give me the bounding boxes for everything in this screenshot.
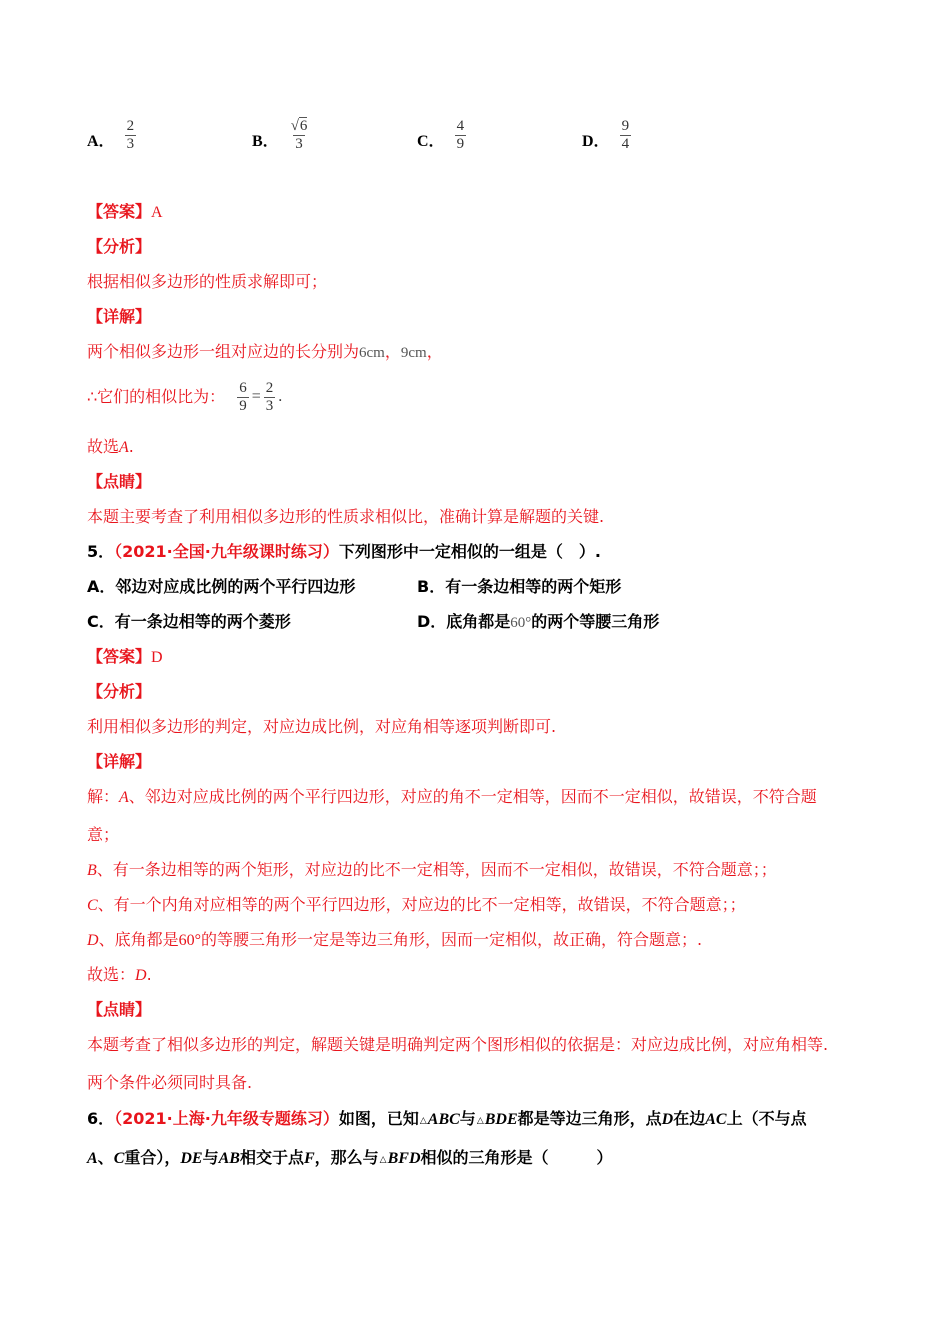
text: 的两个等腰三角形 <box>531 612 660 631</box>
question-text: 下列图形中一定相似的一组是（ ）. <box>338 542 601 561</box>
triangle-symbol: △ <box>476 1116 484 1126</box>
math-var: AB <box>218 1150 240 1167</box>
option-label: A． <box>87 133 115 150</box>
math-var: DE <box>180 1150 203 1167</box>
q4-analysis: 根据相似多边形的性质求解即可； <box>87 272 328 291</box>
option-label: C． <box>417 133 445 150</box>
fraction <box>125 118 137 153</box>
math-var: AC <box>705 1111 727 1128</box>
triangle-symbol: △ <box>379 1155 387 1165</box>
text: . <box>146 965 152 984</box>
q5-detail-a <box>87 787 817 808</box>
q5-analysis-tag: 【分析】 <box>87 682 152 701</box>
numerator: 9 <box>621 118 630 134</box>
text: 都是等边三角形，点 <box>517 1109 662 1128</box>
q6-stem-line2 <box>87 1148 613 1170</box>
q6-stem-line1 <box>87 1109 807 1131</box>
q5-comment-tag: 【点睛】 <box>87 1000 152 1019</box>
answer-value: A <box>151 204 163 221</box>
denominator: 3 <box>295 136 303 152</box>
question-source: （2021·上海·九年级专题练习） <box>114 1109 339 1128</box>
q4-analysis-tag: 【分析】 <box>87 237 152 256</box>
text: 故选 <box>87 437 120 456</box>
option-letter: C <box>87 897 98 914</box>
q5-stem <box>87 542 601 562</box>
fraction <box>620 118 632 153</box>
q5-comment-2: 两个条件必须同时具备. <box>87 1073 253 1092</box>
denominator: 3 <box>126 136 135 152</box>
text: 如图，已知 <box>338 1109 419 1128</box>
q5-answer <box>87 647 163 668</box>
text: 的等腰三角形一定是等边三角形，因而一定相似，故正确，符合题意；. <box>200 930 703 949</box>
math-var: D <box>661 1111 674 1128</box>
radicand: 6 <box>299 118 308 134</box>
denominator: 4 <box>621 136 630 152</box>
q4-detail-line2 <box>87 376 282 418</box>
text: . <box>128 437 134 456</box>
text: D．底角都是 <box>417 612 511 631</box>
answer-value: D <box>151 649 163 666</box>
text: ，那么与 <box>314 1148 379 1167</box>
text: 解： <box>87 787 120 806</box>
text: 与 <box>459 1109 476 1128</box>
text: 故选： <box>87 965 136 984</box>
q4-comment: 本题主要考查了利用相似多边形的性质求相似比，准确计算是解题的关键. <box>87 507 605 526</box>
denominator: 3 <box>265 397 274 414</box>
choice-letter: A <box>119 439 129 456</box>
period: . <box>278 388 283 405</box>
option-label: D． <box>582 133 610 150</box>
q4-detail-line1 <box>87 342 443 363</box>
text: 重合）， <box>124 1148 181 1167</box>
text: 、有一条边相等的两个矩形，对应边的比不一定相等，因而不一定相似，故错误，不符合题意；； <box>96 860 777 879</box>
length-value: 6cm <box>359 345 385 361</box>
q4-detail-tag: 【详解】 <box>87 307 152 326</box>
numerator: 4 <box>456 118 465 134</box>
text: 、底角都是 <box>98 930 179 949</box>
q5-detail-tag: 【详解】 <box>87 752 152 771</box>
text: 相似的三角形是（ ） <box>420 1148 613 1167</box>
option-c <box>417 118 466 153</box>
option-letter: D <box>87 932 99 949</box>
question-source: （2021·全国·九年级课时练习） <box>114 542 339 561</box>
q5-option-a: A．邻边对应成比例的两个平行四边形 <box>87 577 356 596</box>
math-var: C <box>113 1150 125 1167</box>
q4-answer <box>87 202 163 223</box>
angle-value: 60° <box>510 615 532 631</box>
q5-comment-1: 本题考查了相似多边形的判定，解题关键是明确判定两个图形相似的依据是：对应边成比例，对应角相等. <box>87 1035 829 1054</box>
math-var: F <box>303 1150 315 1167</box>
math-var: A <box>87 1150 98 1167</box>
text: ， <box>426 342 443 361</box>
length-value: 9cm <box>400 345 427 361</box>
text: 、邻边对应成比例的两个平行四边形，对应的角不一定相等，因而不一定相似，故错误，不符合题 <box>128 787 817 806</box>
answer-tag: 【答案】 <box>87 202 152 221</box>
q5-choose <box>87 965 152 986</box>
triangle-symbol: △ <box>419 1116 427 1126</box>
text: ， <box>384 342 401 361</box>
ratio-fraction <box>264 380 276 415</box>
option-a <box>87 118 136 153</box>
numerator: 2 <box>126 118 135 134</box>
option-letter: A <box>119 789 129 806</box>
text: 上（不与点 <box>726 1109 807 1128</box>
text: ∴它们的相似比为： <box>87 387 226 406</box>
question-number: 6． <box>87 1109 115 1128</box>
q4-comment-tag: 【点睛】 <box>87 472 152 491</box>
q5-option-c: C．有一条边相等的两个菱形 <box>87 612 291 631</box>
numerator: 6 <box>239 379 247 396</box>
q5-detail-b <box>87 860 777 881</box>
ratio-fraction <box>237 380 249 415</box>
math-var: BFD <box>387 1150 421 1167</box>
denominator: 9 <box>456 136 465 152</box>
q5-analysis: 利用相似多边形的判定，对应边成比例，对应角相等逐项判断即可. <box>87 717 557 736</box>
text: 、有一个内角对应相等的两个平行四边形，对应边的比不一定相等，故错误，不符合题意；； <box>97 895 746 914</box>
option-letter: B <box>87 862 97 879</box>
text: 在边 <box>673 1109 706 1128</box>
text: 相交于点 <box>239 1148 304 1167</box>
math-var: BDE <box>484 1111 518 1128</box>
option-d <box>582 118 631 153</box>
option-label: B． <box>252 133 279 150</box>
math-var: ABC <box>427 1111 460 1128</box>
fraction <box>289 118 310 153</box>
question-number: 5． <box>87 542 115 561</box>
text: 与 <box>202 1148 219 1167</box>
q4-choose <box>87 437 134 458</box>
answer-tag: 【答案】 <box>87 647 152 666</box>
choice-letter: D <box>135 967 147 984</box>
q5-option-b: B．有一条边相等的两个矩形 <box>417 577 622 596</box>
option-b <box>252 118 309 153</box>
angle-value: 60° <box>178 932 201 949</box>
numerator-sqrt: √6 <box>290 118 308 134</box>
denominator: 9 <box>239 397 247 414</box>
q5-option-d <box>417 612 659 633</box>
q5-detail-c <box>87 895 746 916</box>
text: 两个相似多边形一组对应边的长分别为 <box>87 342 360 361</box>
equals-sign: = <box>251 388 261 405</box>
q5-detail-a-cont: 意； <box>87 825 120 844</box>
q5-detail-d <box>87 930 702 951</box>
fraction <box>455 118 467 153</box>
text: 、 <box>97 1148 114 1167</box>
numerator: 2 <box>265 379 274 396</box>
